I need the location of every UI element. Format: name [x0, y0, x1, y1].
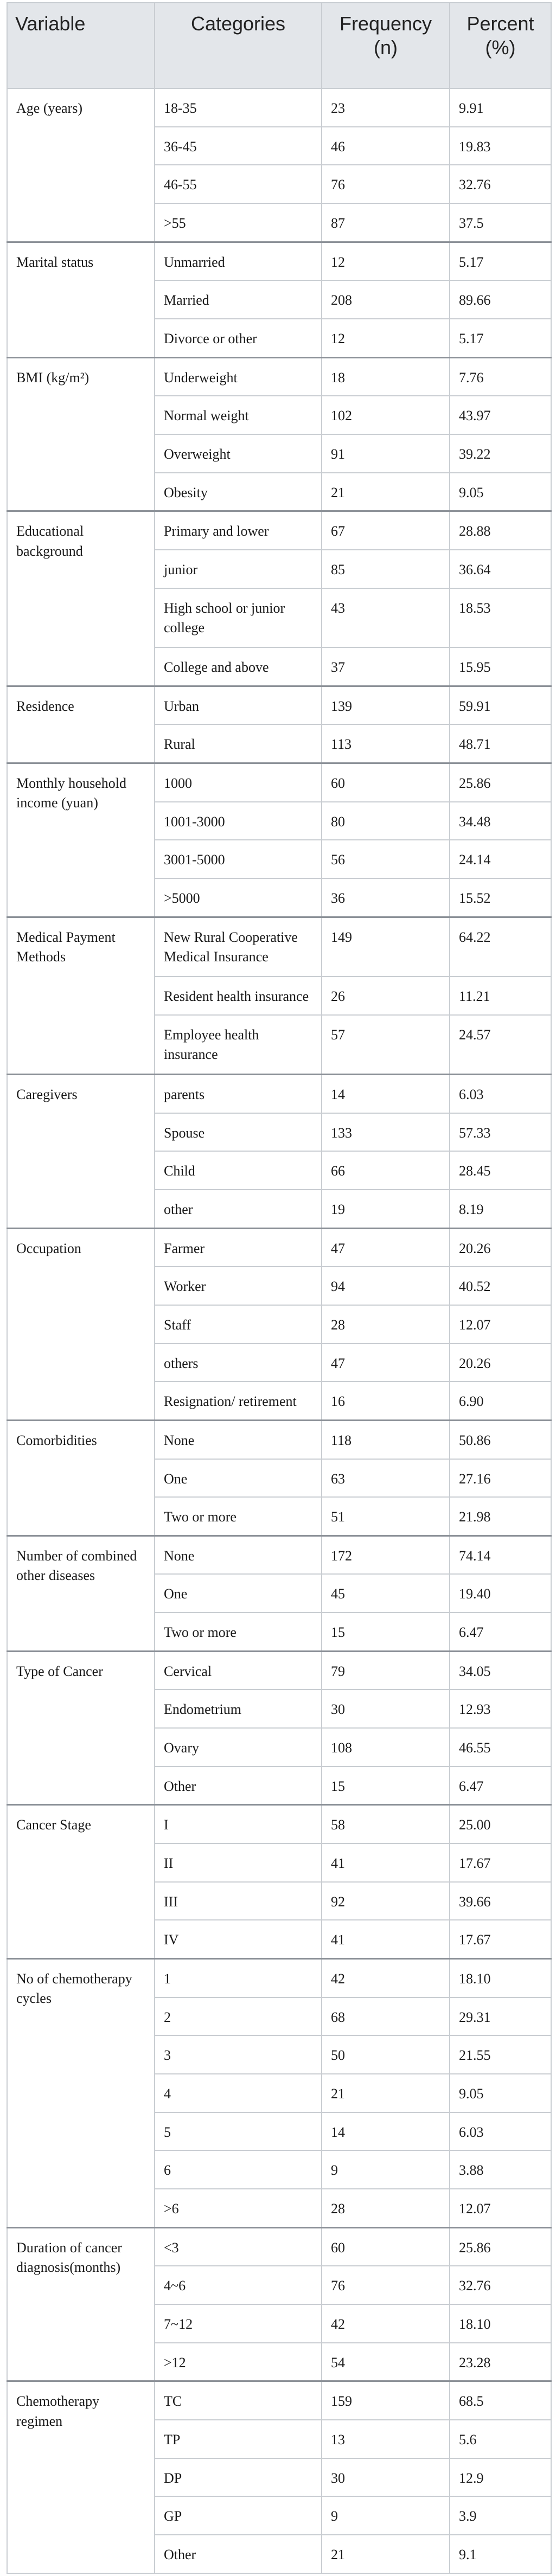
table-row: [7, 917, 551, 977]
frequency-cell: 85: [322, 550, 450, 588]
percent-cell: 18.53: [450, 588, 551, 647]
category-cell: >12: [155, 2343, 322, 2381]
variable-cell: Age (years): [7, 88, 155, 242]
percent-cell: 34.05: [450, 1651, 551, 1690]
percent-cell: 40.52: [450, 1267, 551, 1305]
percent-cell: 8.19: [450, 1190, 551, 1228]
frequency-cell: 42: [322, 2304, 450, 2343]
table-row: [7, 763, 551, 801]
percent-cell: 27.16: [450, 1459, 551, 1498]
table-header: [7, 3, 551, 88]
frequency-cell: 172: [322, 1536, 450, 1574]
frequency-cell: 26: [322, 977, 450, 1015]
category-cell: None: [155, 1536, 322, 1574]
frequency-cell: 42: [322, 1959, 450, 1997]
frequency-cell: 12: [322, 242, 450, 280]
category-cell: One: [155, 1574, 322, 1613]
percent-cell: 3.9: [450, 2496, 551, 2535]
category-cell: College and above: [155, 647, 322, 686]
variable-cell: Number of combined other diseases: [7, 1536, 155, 1651]
frequency-cell: 41: [322, 1920, 450, 1958]
frequency-cell: 46: [322, 127, 450, 165]
percent-cell: 3.88: [450, 2150, 551, 2189]
frequency-cell: 15: [322, 1613, 450, 1651]
percent-cell: 12.07: [450, 1305, 551, 1344]
category-cell: Primary and lower: [155, 511, 322, 550]
category-cell: Normal weight: [155, 396, 322, 434]
category-cell: Other: [155, 1766, 322, 1805]
category-cell: III: [155, 1882, 322, 1920]
frequency-cell: 28: [322, 1305, 450, 1344]
table-row: [7, 1420, 551, 1459]
category-cell: <3: [155, 2227, 322, 2266]
category-cell: TC: [155, 2381, 322, 2420]
frequency-cell: 47: [322, 1344, 450, 1382]
category-cell: Endometrium: [155, 1690, 322, 1728]
percent-cell: 9.91: [450, 88, 551, 127]
frequency-cell: 36: [322, 878, 450, 917]
frequency-cell: 68: [322, 1997, 450, 2036]
category-cell: GP: [155, 2496, 322, 2535]
percent-cell: 48.71: [450, 724, 551, 763]
category-cell: I: [155, 1805, 322, 1843]
category-cell: New Rural Cooperative Medical Insurance: [155, 917, 322, 977]
percent-cell: 39.66: [450, 1882, 551, 1920]
variable-cell: Monthly household income (yuan): [7, 763, 155, 917]
frequency-cell: 63: [322, 1459, 450, 1498]
table-row: [7, 1959, 551, 1997]
category-cell: Ovary: [155, 1728, 322, 1766]
category-cell: 46-55: [155, 165, 322, 203]
frequency-cell: 51: [322, 1497, 450, 1536]
frequency-cell: 67: [322, 511, 450, 550]
category-cell: 1000: [155, 763, 322, 801]
category-cell: Married: [155, 280, 322, 319]
variable-cell: BMI (kg/m²): [7, 357, 155, 511]
frequency-cell: 21: [322, 2074, 450, 2112]
percent-cell: 12.07: [450, 2189, 551, 2227]
table-row: [7, 686, 551, 724]
category-cell: 4~6: [155, 2266, 322, 2304]
category-cell: Resignation/ retirement: [155, 1382, 322, 1420]
frequency-cell: 79: [322, 1651, 450, 1690]
frequency-cell: 9: [322, 2496, 450, 2535]
frequency-cell: 37: [322, 647, 450, 686]
frequency-cell: 76: [322, 2266, 450, 2304]
variable-cell: Educational background: [7, 511, 155, 686]
category-cell: 3001-5000: [155, 840, 322, 878]
percent-cell: 21.55: [450, 2035, 551, 2074]
table-row: [7, 2381, 551, 2420]
category-cell: 6: [155, 2150, 322, 2189]
percent-cell: 5.6: [450, 2420, 551, 2458]
frequency-cell: 28: [322, 2189, 450, 2227]
frequency-cell: 13: [322, 2420, 450, 2458]
frequency-cell: 91: [322, 434, 450, 473]
percent-cell: 9.1: [450, 2535, 551, 2573]
table-row: [7, 1228, 551, 1267]
category-cell: junior: [155, 550, 322, 588]
frequency-cell: 66: [322, 1151, 450, 1190]
category-cell: Child: [155, 1151, 322, 1190]
frequency-cell: 118: [322, 1420, 450, 1459]
percent-cell: 64.22: [450, 917, 551, 977]
category-cell: >55: [155, 203, 322, 242]
table-row: [7, 511, 551, 550]
table-row: [7, 357, 551, 396]
percent-cell: 28.88: [450, 511, 551, 550]
category-cell: IV: [155, 1920, 322, 1958]
percent-cell: 9.05: [450, 2074, 551, 2112]
frequency-cell: 92: [322, 1882, 450, 1920]
header-variable: Variable: [7, 3, 155, 88]
category-cell: Urban: [155, 686, 322, 724]
category-cell: Overweight: [155, 434, 322, 473]
category-cell: One: [155, 1459, 322, 1498]
percent-cell: 59.91: [450, 686, 551, 724]
frequency-cell: 60: [322, 2227, 450, 2266]
frequency-cell: 18: [322, 357, 450, 396]
frequency-cell: 30: [322, 1690, 450, 1728]
header-percent: Percent (%): [450, 3, 551, 88]
category-cell: Resident health insurance: [155, 977, 322, 1015]
frequency-cell: 57: [322, 1015, 450, 1075]
category-cell: DP: [155, 2458, 322, 2497]
percent-cell: 20.26: [450, 1228, 551, 1267]
percent-cell: 6.90: [450, 1382, 551, 1420]
header-categories: Categories: [155, 3, 322, 88]
category-cell: Two or more: [155, 1497, 322, 1536]
percent-cell: 25.00: [450, 1805, 551, 1843]
demographics-table-container: [7, 2, 551, 2574]
frequency-cell: 45: [322, 1574, 450, 1613]
percent-cell: 17.67: [450, 1920, 551, 1958]
percent-cell: 46.55: [450, 1728, 551, 1766]
category-cell: 3: [155, 2035, 322, 2074]
category-cell: II: [155, 1843, 322, 1882]
percent-cell: 5.17: [450, 242, 551, 280]
variable-cell: Chemotherapy regimen: [7, 2381, 155, 2573]
percent-cell: 12.9: [450, 2458, 551, 2497]
frequency-cell: 23: [322, 88, 450, 127]
percent-cell: 39.22: [450, 434, 551, 473]
frequency-cell: 21: [322, 2535, 450, 2573]
frequency-cell: 80: [322, 802, 450, 840]
percent-cell: 24.57: [450, 1015, 551, 1075]
percent-cell: 28.45: [450, 1151, 551, 1190]
percent-cell: 19.83: [450, 127, 551, 165]
category-cell: Rural: [155, 724, 322, 763]
frequency-cell: 14: [322, 2112, 450, 2151]
category-cell: TP: [155, 2420, 322, 2458]
percent-cell: 37.5: [450, 203, 551, 242]
variable-cell: Cancer Stage: [7, 1805, 155, 1959]
percent-cell: 25.86: [450, 2227, 551, 2266]
category-cell: 2: [155, 1997, 322, 2036]
percent-cell: 7.76: [450, 357, 551, 396]
frequency-cell: 19: [322, 1190, 450, 1228]
percent-cell: 6.03: [450, 1074, 551, 1113]
category-cell: 18-35: [155, 88, 322, 127]
category-cell: Divorce or other: [155, 319, 322, 357]
percent-cell: 43.97: [450, 396, 551, 434]
table-body: [7, 88, 551, 2573]
percent-cell: 25.86: [450, 763, 551, 801]
percent-cell: 36.64: [450, 550, 551, 588]
frequency-cell: 149: [322, 917, 450, 977]
frequency-cell: 43: [322, 588, 450, 647]
percent-cell: 57.33: [450, 1113, 551, 1152]
table-row: [7, 88, 551, 127]
percent-cell: 17.67: [450, 1843, 551, 1882]
percent-cell: 15.95: [450, 647, 551, 686]
frequency-cell: 87: [322, 203, 450, 242]
frequency-cell: 133: [322, 1113, 450, 1152]
percent-cell: 6.47: [450, 1766, 551, 1805]
table-row: [7, 242, 551, 280]
category-cell: 7~12: [155, 2304, 322, 2343]
variable-cell: Comorbidities: [7, 1420, 155, 1536]
percent-cell: 29.31: [450, 1997, 551, 2036]
percent-cell: 68.5: [450, 2381, 551, 2420]
category-cell: None: [155, 1420, 322, 1459]
frequency-cell: 9: [322, 2150, 450, 2189]
variable-cell: Marital status: [7, 242, 155, 357]
category-cell: Cervical: [155, 1651, 322, 1690]
frequency-cell: 54: [322, 2343, 450, 2381]
category-cell: >6: [155, 2189, 322, 2227]
percent-cell: 5.17: [450, 319, 551, 357]
category-cell: >5000: [155, 878, 322, 917]
category-cell: Obesity: [155, 473, 322, 511]
variable-cell: Caregivers: [7, 1074, 155, 1228]
percent-cell: 6.47: [450, 1613, 551, 1651]
variable-cell: Occupation: [7, 1228, 155, 1420]
variable-cell: Medical Payment Methods: [7, 917, 155, 1074]
category-cell: Employee health insurance: [155, 1015, 322, 1075]
frequency-cell: 108: [322, 1728, 450, 1766]
percent-cell: 23.28: [450, 2343, 551, 2381]
frequency-cell: 58: [322, 1805, 450, 1843]
category-cell: others: [155, 1344, 322, 1382]
percent-cell: 19.40: [450, 1574, 551, 1613]
category-cell: 36-45: [155, 127, 322, 165]
frequency-cell: 102: [322, 396, 450, 434]
demographics-table: [7, 2, 552, 2574]
frequency-cell: 47: [322, 1228, 450, 1267]
header-row: [7, 3, 551, 88]
frequency-cell: 159: [322, 2381, 450, 2420]
category-cell: Unmarried: [155, 242, 322, 280]
variable-cell: Residence: [7, 686, 155, 763]
frequency-cell: 15: [322, 1766, 450, 1805]
table-row: [7, 1651, 551, 1690]
frequency-cell: 60: [322, 763, 450, 801]
percent-cell: 9.05: [450, 473, 551, 511]
category-cell: Two or more: [155, 1613, 322, 1651]
variable-cell: No of chemotherapy cycles: [7, 1959, 155, 2228]
category-cell: Worker: [155, 1267, 322, 1305]
variable-cell: Duration of cancer diagnosis(months): [7, 2227, 155, 2381]
category-cell: 1001-3000: [155, 802, 322, 840]
percent-cell: 20.26: [450, 1344, 551, 1382]
table-row: [7, 1536, 551, 1574]
percent-cell: 6.03: [450, 2112, 551, 2151]
percent-cell: 24.14: [450, 840, 551, 878]
frequency-cell: 50: [322, 2035, 450, 2074]
category-cell: High school or junior college: [155, 588, 322, 647]
percent-cell: 89.66: [450, 280, 551, 319]
frequency-cell: 16: [322, 1382, 450, 1420]
percent-cell: 15.52: [450, 878, 551, 917]
frequency-cell: 56: [322, 840, 450, 878]
frequency-cell: 12: [322, 319, 450, 357]
frequency-cell: 14: [322, 1074, 450, 1113]
category-cell: 5: [155, 2112, 322, 2151]
percent-cell: 50.86: [450, 1420, 551, 1459]
frequency-cell: 139: [322, 686, 450, 724]
frequency-cell: 94: [322, 1267, 450, 1305]
category-cell: other: [155, 1190, 322, 1228]
percent-cell: 32.76: [450, 2266, 551, 2304]
category-cell: Spouse: [155, 1113, 322, 1152]
frequency-cell: 113: [322, 724, 450, 763]
frequency-cell: 208: [322, 280, 450, 319]
frequency-cell: 41: [322, 1843, 450, 1882]
percent-cell: 74.14: [450, 1536, 551, 1574]
table-row: [7, 1805, 551, 1843]
category-cell: Farmer: [155, 1228, 322, 1267]
header-frequency: Frequency (n): [322, 3, 450, 88]
category-cell: 4: [155, 2074, 322, 2112]
percent-cell: 18.10: [450, 1959, 551, 1997]
percent-cell: 21.98: [450, 1497, 551, 1536]
table-row: [7, 2227, 551, 2266]
percent-cell: 11.21: [450, 977, 551, 1015]
category-cell: Staff: [155, 1305, 322, 1344]
category-cell: Underweight: [155, 357, 322, 396]
variable-cell: Type of Cancer: [7, 1651, 155, 1805]
category-cell: parents: [155, 1074, 322, 1113]
frequency-cell: 30: [322, 2458, 450, 2497]
percent-cell: 34.48: [450, 802, 551, 840]
frequency-cell: 21: [322, 473, 450, 511]
percent-cell: 32.76: [450, 165, 551, 203]
table-row: [7, 1074, 551, 1113]
frequency-cell: 76: [322, 165, 450, 203]
category-cell: Other: [155, 2535, 322, 2573]
category-cell: 1: [155, 1959, 322, 1997]
percent-cell: 18.10: [450, 2304, 551, 2343]
percent-cell: 12.93: [450, 1690, 551, 1728]
